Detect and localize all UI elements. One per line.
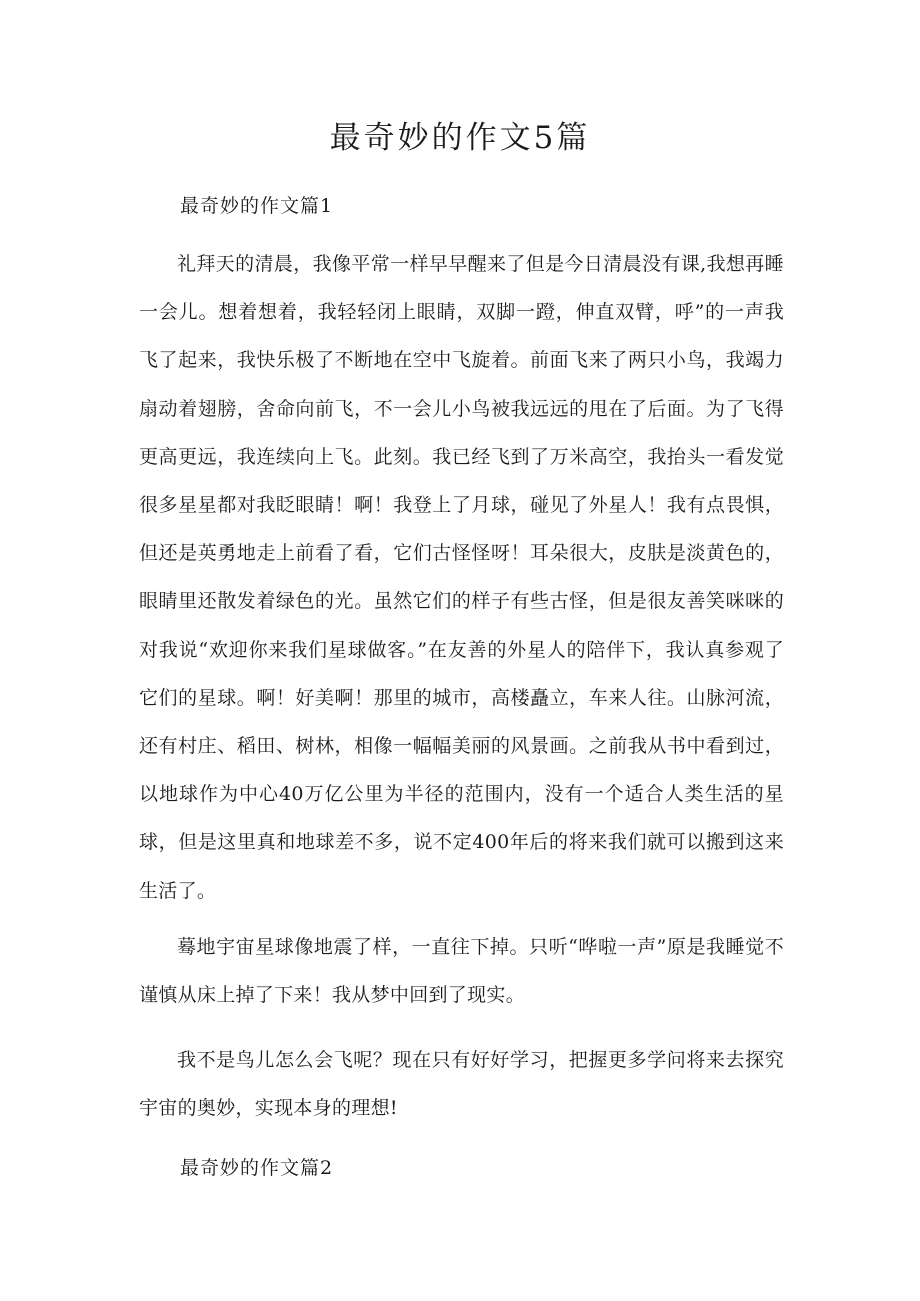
- paragraph: 蓦地宇宙星球像地震了样，一直往下掉。只听“哗啦一声”原是我睡觉不谨慎从床上掉了下来！我从梦中回到了现实。: [139, 936, 784, 1007]
- section-heading-1: 最奇妙的作文篇1: [180, 195, 334, 217]
- paragraph: 我不是鸟儿怎么会飞呢？现在只有好好学习，把握更多学问将来去探究宇宙的奥妙，实现本身的理想!: [139, 1049, 784, 1120]
- paragraph: 礼拜天的清晨，我像平常一样早早醒来了但是今日清晨没有课,我想再睡一会儿。想着想着，我轻轻闭上眼睛，双脚一蹬，伸直双臂，呼”的一声我飞了起来，我快乐极了不断地在空中飞旋着。前面飞来了两只小鸟，我竭力扇动着翅膀，舍命向前飞，不一会儿小鸟被我远远的甩在了后面。为了飞得更高更远，我连续向上飞。此刻。我已经飞到了万米高空，我抬头一看发觉很多星星都对我眨眼睛！啊！我登上了月球，碰见了外星人！我有点畏惧，但还是英勇地走上前看了看，它们古怪怪呀！耳朵很大，皮肤是淡黄色的，眼睛里还散发着绿色的光。虽然它们的样子有些古怪，但是很友善笑咪咪的对我说“欢迎你来我们星球做客。”在友善的外星人的陪伴下，我认真参观了它们的星球。啊！好美啊！那里的城市，高楼矗立，车来人往。山脉河流，还有村庄、稻田、树林，相像一幅幅美丽的风景画。之前我从书中看到过，以地球作为中心40万亿公里为半径的范围内，没有一个适合人类生活的星球，但是这里真和地球差不多，说不定400年后的将来我们就可以搬到这来生活了。: [139, 253, 784, 902]
- section-heading-2: 最奇妙的作文篇2: [180, 1157, 334, 1179]
- document-title: 最奇妙的作文5篇: [329, 120, 591, 156]
